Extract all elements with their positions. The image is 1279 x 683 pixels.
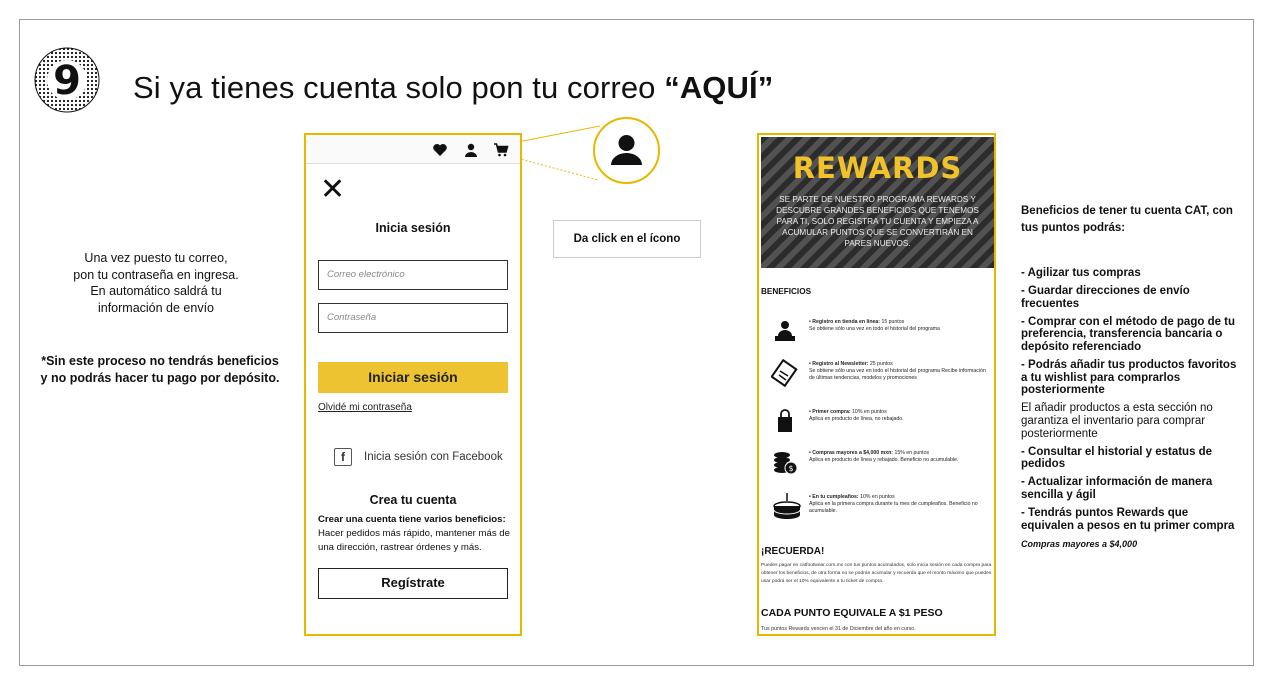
password-field[interactable]: Contraseña — [318, 303, 508, 333]
page-title — [133, 70, 773, 106]
rewards-item — [767, 446, 992, 486]
user-icon — [595, 119, 658, 182]
instruction-line: Una vez puesto tu correo, — [84, 251, 228, 265]
create-account-bold: Crear una cuenta tiene varios beneficios: — [318, 514, 506, 525]
warning-line: *Sin este proceso no tendrás beneficios — [41, 354, 279, 368]
rewards-item-value: 10% en puntos — [850, 409, 887, 415]
benefit-note: El añadir productos a esta sección no garantiza el inventario para comprar posteriormente — [1021, 402, 1213, 440]
rewards-item — [767, 490, 992, 530]
page-title-prefix: Si ya tienes cuenta solo pon tu correo — [133, 70, 665, 105]
rewards-item-detail: Aplica en producto de línea, no rebajado. — [809, 416, 904, 423]
recuerda-title: ¡RECUERDA! — [761, 546, 825, 557]
rewards-item — [767, 357, 992, 397]
warning-note — [40, 353, 280, 387]
benefit-item: - Guardar direcciones de envío frecuentes — [1021, 285, 1190, 310]
computer-user-icon — [771, 317, 799, 345]
login-title: Inicia sesión — [375, 221, 451, 235]
recuerda-text: Puedes pagar en catfootwear.com.mx con tus puntos acumulados, solo inicia sesión en cada compra para obtener los beneficios, de otra forma no se podrán acumular y recuerda que el monto máximo que puedes usar podrá ser el 10% equivalente a tu ticket de compra. — [761, 563, 992, 585]
rewards-item-text — [809, 361, 991, 383]
benefit-item: - Agilizar tus compras — [1021, 267, 1141, 279]
benefit-item: - Podrás añadir tus productos favoritos a tu wishlist para comprarlos posteriormente — [1021, 359, 1237, 397]
warning-line: y no podrás hacer tu pago por depósito. — [40, 371, 280, 385]
rewards-item-title: • Registro al Newsletter: — [809, 361, 869, 367]
create-account-description — [318, 513, 514, 555]
register-button[interactable]: Regístrate — [318, 568, 508, 599]
instruction-line: pon tu contraseña en ingresa. — [73, 267, 239, 282]
magnified-user-icon — [593, 117, 660, 184]
rewards-panel — [757, 133, 996, 636]
rewards-item-value: 15% en puntos — [893, 450, 930, 456]
benefits-list — [1021, 203, 1241, 550]
rewards-title: REWARDS — [792, 151, 963, 185]
rewards-hero-text: SE PARTE DE NUESTRO PROGRAMA REWARDS Y DESCUBRE GRANDES BENEFICIOS QUE TENEMOS PARA TI, SOLO REGISTRA TU CUENTA Y EMPIEZA A ACUMULAR PUNTOS QUE SE CONVERTIRÁN EN PARES NUEVOS. — [776, 195, 979, 248]
facebook-icon: f — [334, 448, 352, 466]
heart-icon[interactable] — [432, 142, 448, 158]
facebook-login-label: Inicia sesión con Facebook — [364, 451, 503, 463]
close-icon[interactable]: ✕ — [320, 173, 346, 206]
facebook-login-button[interactable] — [334, 448, 503, 466]
benefits-heading: BENEFICIOS — [761, 287, 812, 296]
rewards-item-value: 25 puntos — [868, 361, 893, 367]
instruction-line: información de envío — [97, 300, 215, 315]
benefit-item: - Comprar con el método de pago de tu preferencia, transferencia bancaria o depósito referenciado — [1021, 315, 1236, 353]
benefits-title: Beneficios de tener tu cuenta CAT, con tus puntos podrás: — [1021, 205, 1233, 234]
newsletter-icon — [771, 359, 799, 387]
benefit-item: - Tendrás puntos Rewards que equivalen a pesos en tu primer compra — [1021, 507, 1235, 532]
page-title-highlight: “AQUÍ” — [664, 70, 774, 105]
rewards-item-detail: Aplica en producto de línea y rebajado. Beneficio no acumulable. — [809, 457, 959, 464]
rewards-item-text — [809, 494, 991, 516]
forgot-password-link[interactable]: Olvidé mi contraseña — [318, 402, 412, 413]
rewards-item — [767, 405, 992, 445]
rewards-item-detail: Aplica en la primera compra durante tu mes de cumpleaños. Beneficio no acumulable. — [809, 501, 978, 515]
rewards-item-title: • Registro en tienda en línea: — [809, 319, 880, 325]
rewards-hero — [761, 137, 994, 268]
instruction-line: En automático saldrá tu — [90, 284, 222, 298]
login-screen-mockup — [304, 133, 522, 636]
rewards-item-title: • Primer compra: — [809, 409, 851, 415]
rewards-item-title: • En tu cumpleaños: — [809, 494, 859, 500]
step-number-badge — [34, 47, 100, 113]
step-number: 9 — [53, 58, 81, 104]
rewards-item-text — [809, 319, 991, 333]
rewards-item-text — [809, 409, 991, 423]
rewards-item — [767, 315, 992, 355]
rewards-footer: Tus puntos Rewards vencen el 31 de Diciembre del año en curso. — [761, 626, 916, 632]
coins-icon — [771, 448, 799, 476]
click-hint: Da click en el ícono — [553, 220, 701, 258]
user-icon[interactable] — [463, 142, 479, 158]
benefit-item: - Actualizar información de manera sencilla y ágil — [1021, 476, 1213, 501]
phone-header — [306, 135, 520, 164]
instruction-note — [56, 250, 256, 316]
rewards-item-text — [809, 450, 991, 464]
rewards-item-detail: Se obtiene sólo una vez en todo el historial del programa Recibe información de últimas tendencias, modelos y promociones — [809, 368, 986, 382]
svg-text:$: $ — [788, 464, 794, 473]
rewards-item-value: 15 puntos — [880, 319, 905, 325]
create-account-text: Hacer pedidos más rápido, mantener más de una dirección, rastrear órdenes y más. — [318, 528, 510, 553]
point-value-title: CADA PUNTO EQUIVALE A $1 PESO — [761, 607, 943, 619]
birthday-cake-icon — [771, 490, 803, 524]
login-button[interactable]: Iniciar sesión — [318, 362, 508, 393]
benefits-footnote: Compras mayores a $4,000 — [1021, 538, 1138, 549]
shopping-bag-icon — [771, 407, 799, 435]
cart-icon[interactable] — [493, 142, 509, 158]
create-account-title: Crea tu cuenta — [369, 493, 457, 507]
rewards-item-title: • Compras mayores a $4,000 mxn: — [809, 450, 893, 456]
email-field[interactable]: Correo electrónico — [318, 260, 508, 290]
benefit-item: - Consultar el historial y estatus de pedidos — [1021, 445, 1213, 471]
rewards-item-detail: Se obtiene sólo una vez en todo el historial del programa — [809, 326, 940, 333]
rewards-item-value: 10% en puntos — [858, 494, 895, 500]
